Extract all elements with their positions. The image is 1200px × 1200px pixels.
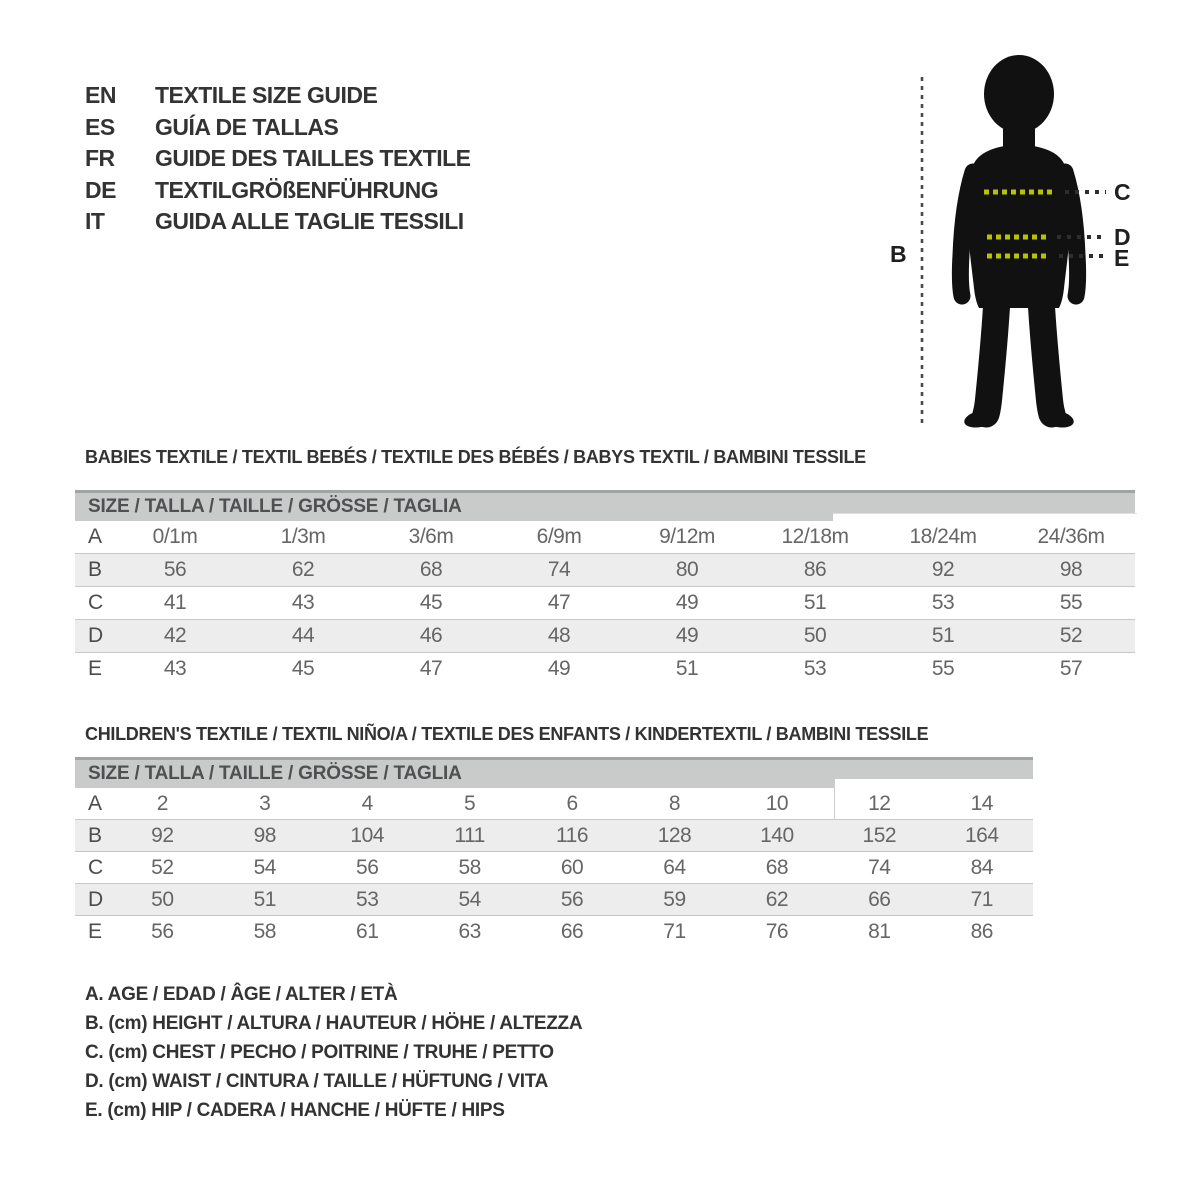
- size-cell: 140: [760, 823, 794, 847]
- size-row-E: [75, 916, 1033, 948]
- size-row-A: [75, 521, 1135, 554]
- size-cell: 4: [361, 791, 373, 815]
- child-silhouette: [960, 55, 1077, 430]
- size-cell: 54: [253, 855, 276, 879]
- children-section-title: CHILDREN'S TEXTILE / TEXTIL NIÑO/A / TEXTILE DES ENFANTS / KINDERTEXTIL / BAMBINI TESSILE: [85, 724, 929, 744]
- size-cell: 52: [1059, 624, 1083, 647]
- row-label: E: [88, 919, 102, 943]
- row-label: D: [88, 887, 103, 911]
- language-row: [85, 112, 471, 144]
- table-header: SIZE / TALLA / TAILLE / GRÖSSE / TAGLIA: [75, 759, 1033, 789]
- size-cell: 60: [560, 855, 584, 879]
- language-row: [85, 80, 471, 112]
- measurement-diagram: [868, 50, 1140, 438]
- legend-row: C. (cm) CHEST / PECHO / POITRINE / TRUHE / PETTO: [85, 1042, 554, 1063]
- size-cell: 51: [675, 657, 699, 680]
- language-title: GUIDA ALLE TAGLIE TESSILI: [155, 208, 464, 234]
- size-cell: 14: [970, 791, 993, 815]
- size-cell: 45: [291, 657, 315, 680]
- language-row: [85, 143, 471, 175]
- row-label: D: [88, 624, 103, 647]
- legend-row: D. (cm) WAIST / CINTURA / TAILLE / HÜFTUNG / VITA: [85, 1071, 549, 1092]
- size-cell: 9/12m: [659, 525, 715, 548]
- size-cell: 56: [560, 887, 584, 911]
- size-cell: 41: [163, 591, 187, 614]
- silhouette-torso: [968, 145, 1071, 308]
- language-row: [85, 206, 471, 238]
- size-cell: 86: [970, 919, 993, 943]
- legend-row: E. (cm) HIP / CADERA / HANCHE / HÜFTE / HIPS: [85, 1100, 505, 1121]
- size-cell: 24/36m: [1037, 525, 1105, 548]
- silhouette-left-leg: [986, 298, 997, 414]
- size-cell: 71: [970, 887, 993, 911]
- language-code: IT: [85, 208, 105, 234]
- size-cell: 8: [668, 791, 681, 815]
- language-row: [85, 175, 471, 207]
- size-row-B: [75, 554, 1135, 587]
- size-row-C: [75, 587, 1135, 620]
- size-cell: 42: [163, 624, 187, 647]
- size-cell: 98: [253, 823, 276, 847]
- waist-line-label: D: [1114, 224, 1131, 250]
- size-cell: 152: [862, 823, 897, 847]
- size-cell: 64: [663, 855, 686, 879]
- size-row-B: [75, 820, 1033, 852]
- chest-line-label: C: [1114, 179, 1131, 205]
- size-cell: 76: [765, 919, 789, 943]
- size-cell: 49: [547, 657, 571, 680]
- size-cell: 6/9m: [536, 525, 582, 548]
- size-cell: 52: [151, 855, 174, 879]
- size-cell: 53: [803, 657, 827, 680]
- size-cell: 49: [675, 624, 699, 647]
- table-header: SIZE / TALLA / TAILLE / GRÖSSE / TAGLIA: [75, 492, 1135, 522]
- size-cell: 12/18m: [781, 525, 849, 548]
- size-cell: 44: [291, 624, 315, 647]
- size-cell: 68: [765, 855, 789, 879]
- language-title-list: [85, 80, 471, 238]
- language-title: GUÍA DE TALLAS: [155, 113, 339, 140]
- size-cell: 54: [458, 887, 481, 911]
- size-cell: 128: [657, 823, 692, 847]
- size-cell: 2: [156, 791, 168, 815]
- size-cell: 71: [663, 919, 686, 943]
- size-row-D: [75, 884, 1033, 916]
- size-cell: 53: [356, 887, 379, 911]
- size-cell: 12: [868, 791, 891, 815]
- size-row-C: [75, 852, 1033, 884]
- silhouette-head: [984, 55, 1054, 133]
- size-cell: 104: [350, 823, 384, 847]
- size-cell: 80: [675, 558, 699, 581]
- size-cell: 66: [560, 919, 584, 943]
- size-cell: 59: [663, 887, 686, 911]
- size-row-D: [75, 620, 1135, 653]
- size-cell: 66: [868, 887, 891, 911]
- size-cell: 5: [464, 791, 476, 815]
- size-cell: 74: [547, 558, 571, 581]
- language-title: TEXTILGRÖßENFÜHRUNG: [155, 176, 439, 203]
- legend-row: B. (cm) HEIGHT / ALTURA / HAUTEUR / HÖHE / ALTEZZA: [85, 1013, 583, 1034]
- child-silhouette-figure: [868, 50, 1140, 438]
- size-cell: 68: [419, 558, 443, 581]
- size-cell: 116: [556, 823, 589, 847]
- size-cell: 10: [765, 791, 789, 815]
- size-cell: 47: [547, 591, 571, 614]
- row-label: B: [88, 823, 102, 847]
- size-cell: 18/24m: [909, 525, 977, 548]
- size-cell: 55: [931, 657, 955, 680]
- language-code: FR: [85, 145, 115, 171]
- hip-line-label: E: [1114, 245, 1130, 271]
- size-cell: 50: [803, 624, 827, 647]
- size-cell: 56: [356, 855, 379, 879]
- height-line-label: B: [890, 241, 907, 267]
- measurement-legend: [85, 980, 582, 1125]
- size-cell: 47: [419, 657, 443, 680]
- size-cell: 62: [765, 887, 789, 911]
- size-row-A: [75, 788, 1033, 820]
- size-cell: 57: [1059, 657, 1083, 680]
- language-title: GUIDE DES TAILLES TEXTILE: [155, 145, 471, 171]
- size-cell: 46: [419, 624, 443, 647]
- size-cell: 1/3m: [280, 525, 326, 548]
- size-cell: 74: [868, 855, 891, 879]
- children-highlight-box: [834, 779, 1033, 789]
- row-label: C: [88, 855, 103, 879]
- children-highlight-border: [834, 789, 835, 819]
- size-cell: 86: [803, 558, 827, 581]
- size-cell: 92: [931, 558, 955, 581]
- silhouette-right-leg: [1041, 298, 1052, 414]
- size-cell: 55: [1059, 591, 1083, 614]
- row-label: E: [88, 657, 102, 680]
- size-cell: 63: [458, 919, 481, 943]
- size-cell: 62: [291, 558, 315, 581]
- size-cell: 56: [151, 919, 174, 943]
- row-label: A: [88, 791, 102, 815]
- language-code: EN: [85, 82, 116, 108]
- legend-row: A. AGE / EDAD / ÂGE / ALTER / ETÀ: [85, 984, 398, 1005]
- size-cell: 6: [566, 791, 578, 815]
- size-cell: 3/6m: [408, 525, 454, 548]
- row-label: C: [88, 591, 103, 614]
- size-cell: 3: [259, 791, 271, 815]
- row-label: B: [88, 558, 102, 581]
- size-cell: 43: [163, 657, 187, 680]
- size-cell: 48: [547, 624, 571, 647]
- size-cell: 50: [151, 887, 174, 911]
- size-cell: 58: [253, 919, 276, 943]
- size-cell: 45: [419, 591, 443, 614]
- language-code: DE: [85, 176, 116, 203]
- size-cell: 51: [803, 591, 827, 614]
- babies-section-title: BABIES TEXTILE / TEXTIL BEBÉS / TEXTILE DES BÉBÉS / BABYS TEXTIL / BAMBINI TESSILE: [85, 447, 866, 467]
- size-cell: 61: [356, 919, 379, 943]
- size-cell: 56: [163, 558, 187, 581]
- language-title: TEXTILE SIZE GUIDE: [155, 82, 378, 108]
- size-cell: 51: [931, 624, 955, 647]
- size-cell: 98: [1059, 558, 1083, 581]
- size-cell: 58: [458, 855, 481, 879]
- size-cell: 81: [868, 919, 891, 943]
- row-label: A: [88, 525, 102, 548]
- size-cell: 49: [675, 591, 699, 614]
- size-cell: 92: [151, 823, 174, 847]
- size-cell: 84: [970, 855, 993, 879]
- babies-highlight-box: [833, 513, 1137, 525]
- size-cell: 111: [454, 823, 485, 847]
- size-cell: 51: [253, 887, 276, 911]
- size-cell: 53: [931, 591, 955, 614]
- size-cell: 0/1m: [152, 525, 198, 548]
- size-cell: 164: [964, 823, 999, 847]
- language-code: ES: [85, 113, 115, 140]
- size-row-E: [75, 653, 1135, 686]
- size-cell: 43: [291, 591, 315, 614]
